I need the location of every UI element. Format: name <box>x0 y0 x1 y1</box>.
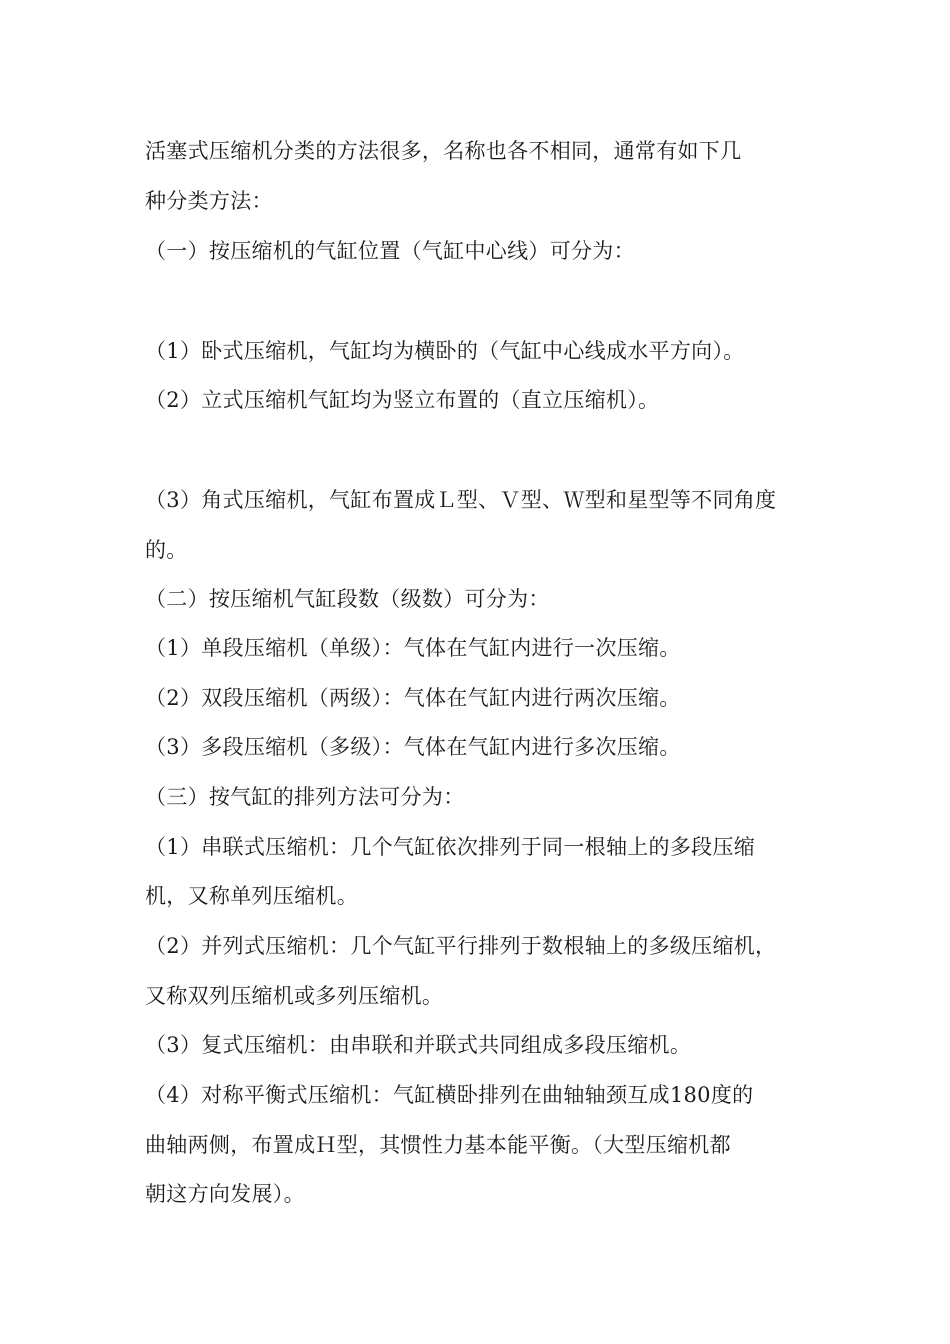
section-3-item-2: （2）并列式压缩机：几个气缸平行排列于数根轴上的多级压缩机， <box>145 934 777 958</box>
section-3-heading: （三）按气缸的排列方法可分为： <box>145 785 465 809</box>
section-3-item-1-cont: 机，又称单列压缩机。 <box>145 884 358 908</box>
section-3-item-4: （4）对称平衡式压缩机：气缸横卧排列在曲轴轴颈互成180度的 <box>145 1083 754 1107</box>
intro-line-2: 种分类方法： <box>145 189 273 213</box>
section-2-item-2: （2）双段压缩机（两级）：气体在气缸内进行两次压缩。 <box>145 686 681 710</box>
intro-line-1: 活塞式压缩机分类的方法很多，名称也各不相同，通常有如下几 <box>145 139 742 163</box>
section-3-item-1: （1）串联式压缩机：几个气缸依次排列于同一根轴上的多段压缩 <box>145 835 756 859</box>
section-1-item-3-cont: 的。 <box>145 538 188 562</box>
section-2-heading: （二）按压缩机气缸段数（级数）可分为： <box>145 587 550 611</box>
section-1-item-1: （1）卧式压缩机，气缸均为横卧的（气缸中心线成水平方向）。 <box>145 339 745 363</box>
section-3-item-2-cont: 又称双列压缩机或多列压缩机。 <box>145 984 444 1008</box>
section-2-item-1: （1）单段压缩机（单级）：气体在气缸内进行一次压缩。 <box>145 636 681 660</box>
section-3-item-3: （3）复式压缩机：由串联和并联式共同组成多段压缩机。 <box>145 1033 692 1057</box>
section-3-item-4-cont-2: 朝这方向发展）。 <box>145 1182 305 1206</box>
section-1-item-2: （2）立式压缩机气缸均为竖立布置的（直立压缩机）。 <box>145 388 660 412</box>
section-1-heading: （一）按压缩机的气缸位置（气缸中心线）可分为： <box>145 239 635 263</box>
section-3-item-4-cont: 曲轴两侧，布置成Ｈ型，其惯性力基本能平衡。（大型压缩机都 <box>145 1133 731 1157</box>
section-1-item-3: （3）角式压缩机，气缸布置成Ｌ型、Ｖ型、Ｗ型和星型等不同角度 <box>145 488 777 512</box>
section-2-item-3: （3）多段压缩机（多级）：气体在气缸内进行多次压缩。 <box>145 735 681 759</box>
